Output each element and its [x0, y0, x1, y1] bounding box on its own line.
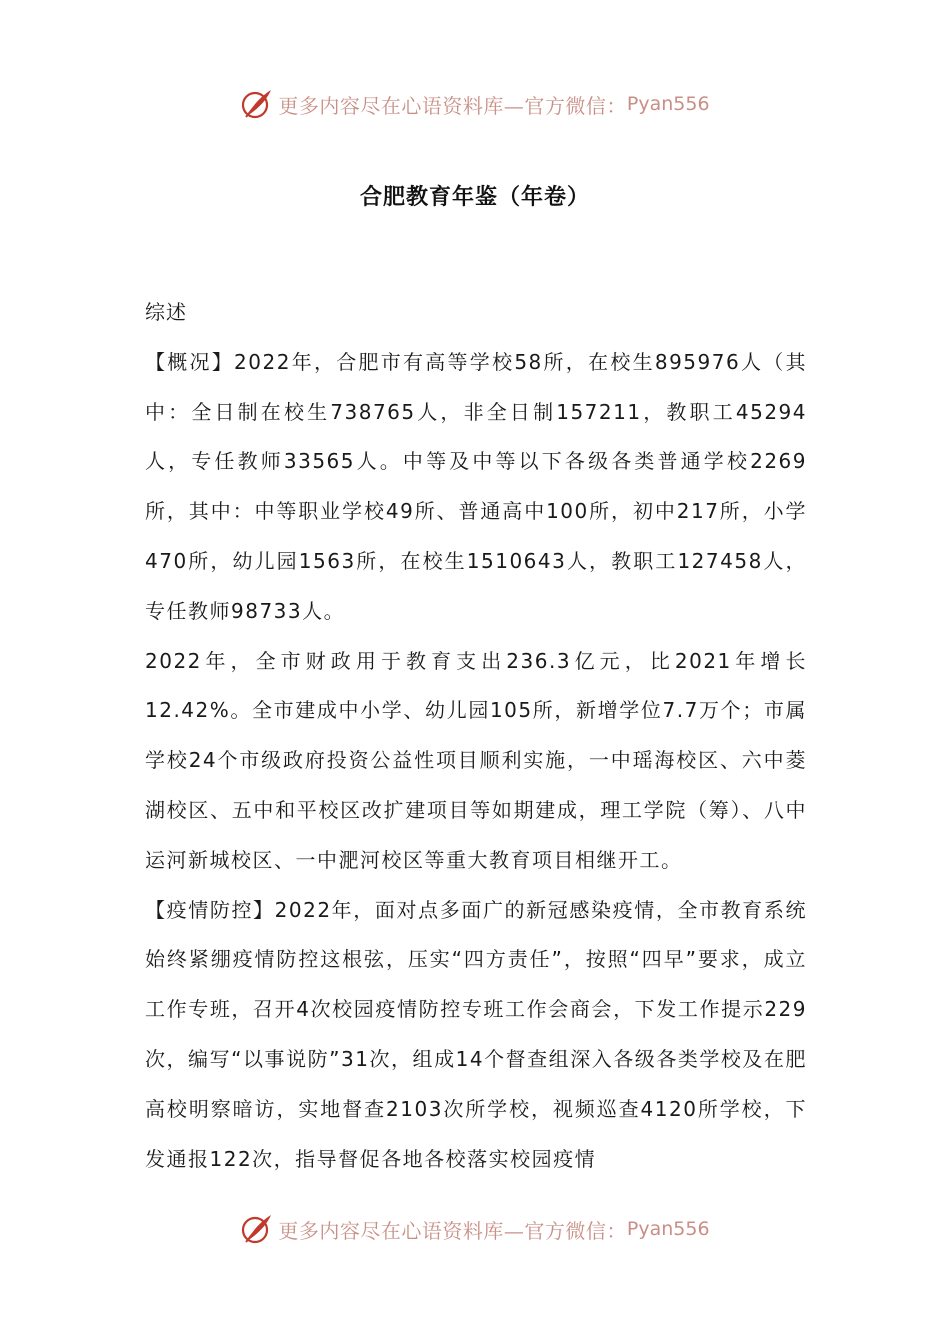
section-heading: 综述 — [145, 300, 187, 324]
watermark-contact-id: Pyan556 — [626, 93, 710, 115]
watermark-text: 更多内容尽在心语资料库— — [278, 93, 525, 118]
footer-watermark — [0, 1209, 950, 1249]
document-body — [145, 288, 807, 1184]
paragraph-finance: 2022年，全市财政用于教育支出236.3亿元，比2021年增长12.42%。全市建成中小学、幼儿园105所，新增学位7.7万个；市属学校24个市级政府投资公益性项目顺利实施，一中瑶海校区、六中菱湖校区、五中和平校区改扩建项目等如期建成，理工学院（筹）、八中运河新城校区、一中淝河校区等重大教育项目相继开工。 — [145, 648, 807, 872]
watermark-contact-label: 官方微信： — [524, 1218, 627, 1243]
watermark-contact-label: 官方微信： — [524, 93, 627, 118]
header-watermark — [0, 84, 950, 124]
paragraph-overview: 【概况】2022年，合肥市有高等学校58所，在校生895976人（其中：全日制在校生738765人，非全日制157211，教职工45294人，专任教师33565人。中等及中等以下各级各类普通学校2269所，其中：中等职业学校49所、普通高中100所，初中217所，小学470所，幼儿园1563所，在校生1510643人，教职工127458人，专任教师98733人。 — [145, 349, 807, 623]
document-title: 合肥教育年鉴（年卷） — [359, 184, 590, 210]
watermark-text: 更多内容尽在心语资料库— — [278, 1218, 525, 1243]
paragraph-epidemic: 【疫情防控】2022年，面对点多面广的新冠感染疫情，全市教育系统始终紧绷疫情防控这根弦，压实“四方责任”，按照“四早”要求，成立工作专班，召开4次校园疫情防控专班工作会商会，下发工作提示229次，编写“以事说防”31次，组成14个督查组深入各级各类学校及在肥高校明察暗访，实地督查2103次所学校，视频巡查4120所学校，下发通报122次，指导督促各地各校落实校园疫情 — [145, 897, 807, 1171]
watermark-contact-id: Pyan556 — [626, 1218, 710, 1240]
quill-logo-icon — [240, 1212, 274, 1246]
quill-logo-icon — [240, 87, 274, 121]
